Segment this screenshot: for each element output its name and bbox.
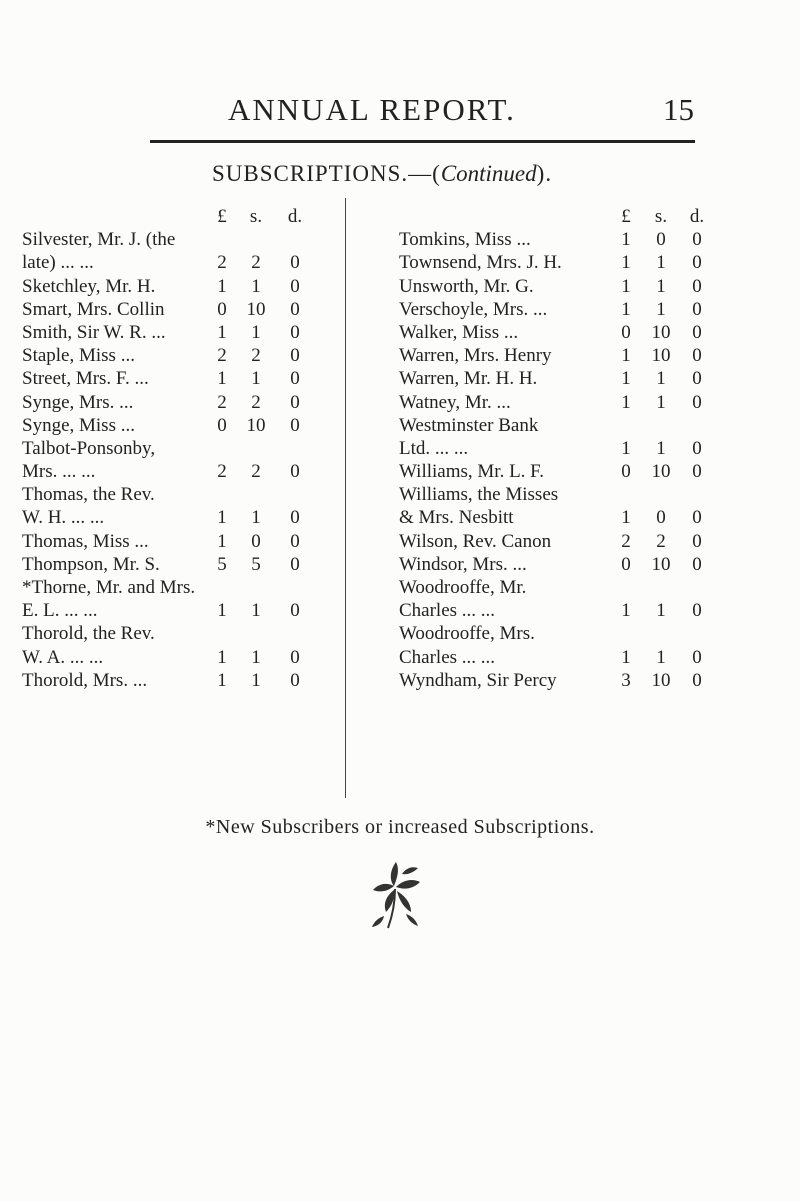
amount-shillings: 10 xyxy=(246,414,266,436)
amount-pounds: 1 xyxy=(621,600,631,622)
subscriber-row xyxy=(399,298,789,321)
amount-pounds: 2 xyxy=(217,461,227,483)
left-rows xyxy=(22,228,342,692)
amount-pence: 0 xyxy=(290,252,300,274)
amount-pounds: 0 xyxy=(217,414,227,436)
amount-pence: 0 xyxy=(290,298,300,320)
amount-shillings: 1 xyxy=(656,368,666,390)
amount-pence: 0 xyxy=(692,461,702,483)
amount-pounds: 1 xyxy=(621,252,631,274)
amount-pence: 0 xyxy=(290,391,300,413)
amount-shillings: 1 xyxy=(251,669,261,691)
amount-pounds: 1 xyxy=(217,368,227,390)
subscriber-row xyxy=(399,622,789,645)
amount-pounds: 1 xyxy=(621,391,631,413)
subscriber-row xyxy=(399,391,789,414)
subscriber-name: Mrs. ... ... xyxy=(22,461,96,483)
subscriber-row xyxy=(22,228,342,251)
subscriber-row xyxy=(22,298,342,321)
subscriber-name: Street, Mrs. F. ... xyxy=(22,368,149,390)
subscriber-name: Wyndham, Sir Percy xyxy=(399,669,557,691)
footnote: *New Subscribers or increased Subscriptions. xyxy=(205,816,595,838)
subscriber-row xyxy=(399,576,789,599)
subscriber-row xyxy=(22,437,342,460)
amount-shillings: 10 xyxy=(246,298,266,320)
amount-pounds: 3 xyxy=(621,669,631,691)
amount-pounds: 2 xyxy=(217,391,227,413)
subscriber-row xyxy=(399,530,789,553)
column-divider xyxy=(345,198,346,798)
subscriber-row xyxy=(399,460,789,483)
subscriber-name: Synge, Mrs. ... xyxy=(22,391,134,413)
amount-pounds: 1 xyxy=(217,507,227,529)
subscriber-row xyxy=(22,391,342,414)
amount-pounds: 2 xyxy=(217,345,227,367)
amount-shillings: 2 xyxy=(251,391,261,413)
amount-pounds: 1 xyxy=(217,321,227,343)
subscriber-name: late) ... ... xyxy=(22,252,94,274)
amount-pence: 0 xyxy=(692,391,702,413)
subscriber-row xyxy=(22,414,342,437)
pence-header: d. xyxy=(287,206,303,227)
amount-pounds: 0 xyxy=(217,298,227,320)
subscriber-name: & Mrs. Nesbitt xyxy=(399,507,514,529)
subscriber-name: Unsworth, Mr. G. xyxy=(399,275,534,297)
amount-shillings: 1 xyxy=(251,368,261,390)
amount-pence: 0 xyxy=(692,530,702,552)
subscriber-name: W. A. ... ... xyxy=(22,646,104,668)
subscriber-name: Westminster Bank xyxy=(399,414,539,436)
amount-shillings: 1 xyxy=(251,507,261,529)
amount-shillings: 10 xyxy=(651,669,671,691)
section-title-continued: Continued xyxy=(440,161,537,186)
pence-header: d. xyxy=(689,206,705,227)
amount-pence: 0 xyxy=(290,600,300,622)
page-number: 15 xyxy=(663,92,694,127)
amount-pence: 0 xyxy=(692,275,702,297)
report-title: ANNUAL REPORT. xyxy=(228,92,516,127)
amount-pounds: 1 xyxy=(621,437,631,459)
subscriber-row xyxy=(399,646,789,669)
amount-shillings: 1 xyxy=(656,298,666,320)
subscriber-name: Verschoyle, Mrs. ... xyxy=(399,298,548,320)
subscriber-row xyxy=(399,669,789,692)
amount-pounds: 1 xyxy=(621,646,631,668)
subscriber-row xyxy=(22,321,342,344)
subscriber-name: Thorold, the Rev. xyxy=(22,623,155,645)
amount-pounds: 1 xyxy=(621,507,631,529)
subscriber-name: Williams, Mr. L. F. xyxy=(399,461,544,483)
amount-shillings: 1 xyxy=(251,600,261,622)
subscriber-name: Staple, Miss ... xyxy=(22,345,135,367)
amount-pence: 0 xyxy=(290,507,300,529)
amount-shillings: 10 xyxy=(651,345,671,367)
subscriber-name: Smith, Sir W. R. ... xyxy=(22,321,166,343)
amount-pence: 0 xyxy=(692,669,702,691)
amount-shillings: 2 xyxy=(251,461,261,483)
subscriber-row xyxy=(22,669,342,692)
subscriber-row xyxy=(399,506,789,529)
subscriber-row xyxy=(399,367,789,390)
shillings-header: s. xyxy=(654,206,668,227)
section-title-dash: —( xyxy=(408,161,441,186)
amount-pence: 0 xyxy=(290,368,300,390)
subscriber-row xyxy=(399,483,789,506)
floral-ornament-icon xyxy=(356,856,436,936)
amount-pence: 0 xyxy=(692,368,702,390)
subscriber-row xyxy=(22,275,342,298)
running-head xyxy=(0,92,800,132)
right-column-header xyxy=(399,205,789,228)
subscriber-row xyxy=(399,275,789,298)
subscriber-row xyxy=(399,251,789,274)
subscriber-row xyxy=(22,576,342,599)
amount-shillings: 1 xyxy=(656,275,666,297)
amount-pence: 0 xyxy=(290,321,300,343)
subscriber-row xyxy=(22,553,342,576)
amount-shillings: 0 xyxy=(656,229,666,251)
subscriber-name: Thomas, Miss ... xyxy=(22,530,149,552)
amount-pence: 0 xyxy=(692,321,702,343)
amount-pounds: 0 xyxy=(621,321,631,343)
amount-pounds: 2 xyxy=(621,530,631,552)
subscriber-name: Charles ... ... xyxy=(399,646,496,668)
subscriber-name: Woodrooffe, Mrs. xyxy=(399,623,535,645)
amount-pounds: 5 xyxy=(217,553,227,575)
amount-shillings: 0 xyxy=(656,507,666,529)
pounds-header: £ xyxy=(217,206,227,227)
amount-pence: 0 xyxy=(692,553,702,575)
subscriber-row xyxy=(22,622,342,645)
amount-shillings: 2 xyxy=(251,345,261,367)
subscriber-row xyxy=(22,599,342,622)
subscriber-name: Walker, Miss ... xyxy=(399,321,519,343)
amount-pounds: 0 xyxy=(621,553,631,575)
amount-pence: 0 xyxy=(290,646,300,668)
subscriber-row xyxy=(399,344,789,367)
amount-pounds: 1 xyxy=(621,229,631,251)
subscriber-row xyxy=(399,321,789,344)
subscriber-name: Woodrooffe, Mr. xyxy=(399,577,527,598)
amount-shillings: 2 xyxy=(251,252,261,274)
amount-pounds: 1 xyxy=(621,345,631,367)
amount-shillings: 5 xyxy=(251,553,261,575)
subscriber-name: *Thorne, Mr. and Mrs. xyxy=(22,577,196,598)
shillings-header: s. xyxy=(249,206,263,227)
amount-shillings: 10 xyxy=(651,461,671,483)
left-column xyxy=(22,205,342,692)
amount-pence: 0 xyxy=(692,252,702,274)
subscriber-row xyxy=(22,646,342,669)
subscriber-row xyxy=(22,530,342,553)
subscriber-name: Warren, Mr. H. H. xyxy=(399,368,538,390)
amount-pounds: 1 xyxy=(217,530,227,552)
amount-pounds: 1 xyxy=(217,646,227,668)
subscriber-name: Sketchley, Mr. H. xyxy=(22,275,156,297)
amount-pounds: 1 xyxy=(621,368,631,390)
amount-pence: 0 xyxy=(290,414,300,436)
subscriber-name: Charles ... ... xyxy=(399,600,496,622)
subscriber-name: Smart, Mrs. Collin xyxy=(22,298,165,320)
amount-pence: 0 xyxy=(290,530,300,552)
amount-shillings: 1 xyxy=(656,437,666,459)
subscriber-name: Townsend, Mrs. J. H. xyxy=(399,252,562,274)
subscriber-row xyxy=(22,344,342,367)
subscriber-row xyxy=(399,228,789,251)
amount-pence: 0 xyxy=(290,275,300,297)
amount-pounds: 1 xyxy=(621,275,631,297)
right-column xyxy=(399,205,789,692)
subscriber-row xyxy=(399,599,789,622)
subscriber-row xyxy=(22,460,342,483)
amount-pounds: 1 xyxy=(217,275,227,297)
subscriber-row xyxy=(399,437,789,460)
amount-shillings: 10 xyxy=(651,321,671,343)
amount-pence: 0 xyxy=(290,461,300,483)
amount-shillings: 1 xyxy=(251,321,261,343)
subscriber-row xyxy=(22,251,342,274)
amount-pence: 0 xyxy=(692,646,702,668)
amount-pounds: 0 xyxy=(621,461,631,483)
amount-pence: 0 xyxy=(692,345,702,367)
subscriber-name: Tomkins, Miss ... xyxy=(399,229,531,251)
amount-shillings: 1 xyxy=(251,275,261,297)
amount-pence: 0 xyxy=(692,507,702,529)
subscriber-name: Thompson, Mr. S. xyxy=(22,553,160,575)
amount-pence: 0 xyxy=(692,229,702,251)
amount-pence: 0 xyxy=(290,553,300,575)
amount-pounds: 1 xyxy=(621,298,631,320)
subscriber-row xyxy=(22,367,342,390)
amount-pounds: 1 xyxy=(217,600,227,622)
subscriber-name: Thorold, Mrs. ... xyxy=(22,669,148,691)
subscriber-name: Wilson, Rev. Canon xyxy=(399,530,552,552)
subscriber-name: Talbot-Ponsonby, xyxy=(22,437,156,459)
subscriber-name: E. L. ... ... xyxy=(22,600,98,622)
subscriber-name: Watney, Mr. ... xyxy=(399,391,511,413)
amount-pence: 0 xyxy=(692,298,702,320)
pounds-header: £ xyxy=(621,206,631,227)
amount-shillings: 1 xyxy=(251,646,261,668)
subscriber-row xyxy=(399,553,789,576)
subscriber-name: Windsor, Mrs. ... xyxy=(399,553,527,575)
amount-pounds: 2 xyxy=(217,252,227,274)
amount-pence: 0 xyxy=(692,600,702,622)
subscriber-name: Thomas, the Rev. xyxy=(22,484,155,506)
section-title-main: SUBSCRIPTIONS. xyxy=(212,161,409,186)
subscriber-name: Silvester, Mr. J. (the xyxy=(22,229,176,251)
subscriber-name: Ltd. ... ... xyxy=(399,437,469,459)
amount-shillings: 10 xyxy=(651,553,671,575)
amount-shillings: 0 xyxy=(251,530,261,552)
amount-shillings: 1 xyxy=(656,600,666,622)
amount-shillings: 2 xyxy=(656,530,666,552)
section-title xyxy=(212,161,552,187)
amount-pence: 0 xyxy=(290,345,300,367)
amount-shillings: 1 xyxy=(656,391,666,413)
amount-shillings: 1 xyxy=(656,646,666,668)
subscriber-name: W. H. ... ... xyxy=(22,507,105,529)
subscriber-row xyxy=(22,483,342,506)
subscriber-name: Warren, Mrs. Henry xyxy=(399,345,552,367)
section-title-close: ). xyxy=(536,161,553,186)
amount-pence: 0 xyxy=(692,437,702,459)
amount-shillings: 1 xyxy=(656,252,666,274)
amount-pounds: 1 xyxy=(217,669,227,691)
left-column-header xyxy=(22,205,342,228)
subscriber-row xyxy=(399,414,789,437)
amount-pence: 0 xyxy=(290,669,300,691)
subscriber-row xyxy=(22,506,342,529)
header-rule xyxy=(150,140,695,143)
right-rows xyxy=(399,228,789,692)
subscriber-name: Synge, Miss ... xyxy=(22,414,135,436)
subscriber-name: Williams, the Misses xyxy=(399,484,559,506)
